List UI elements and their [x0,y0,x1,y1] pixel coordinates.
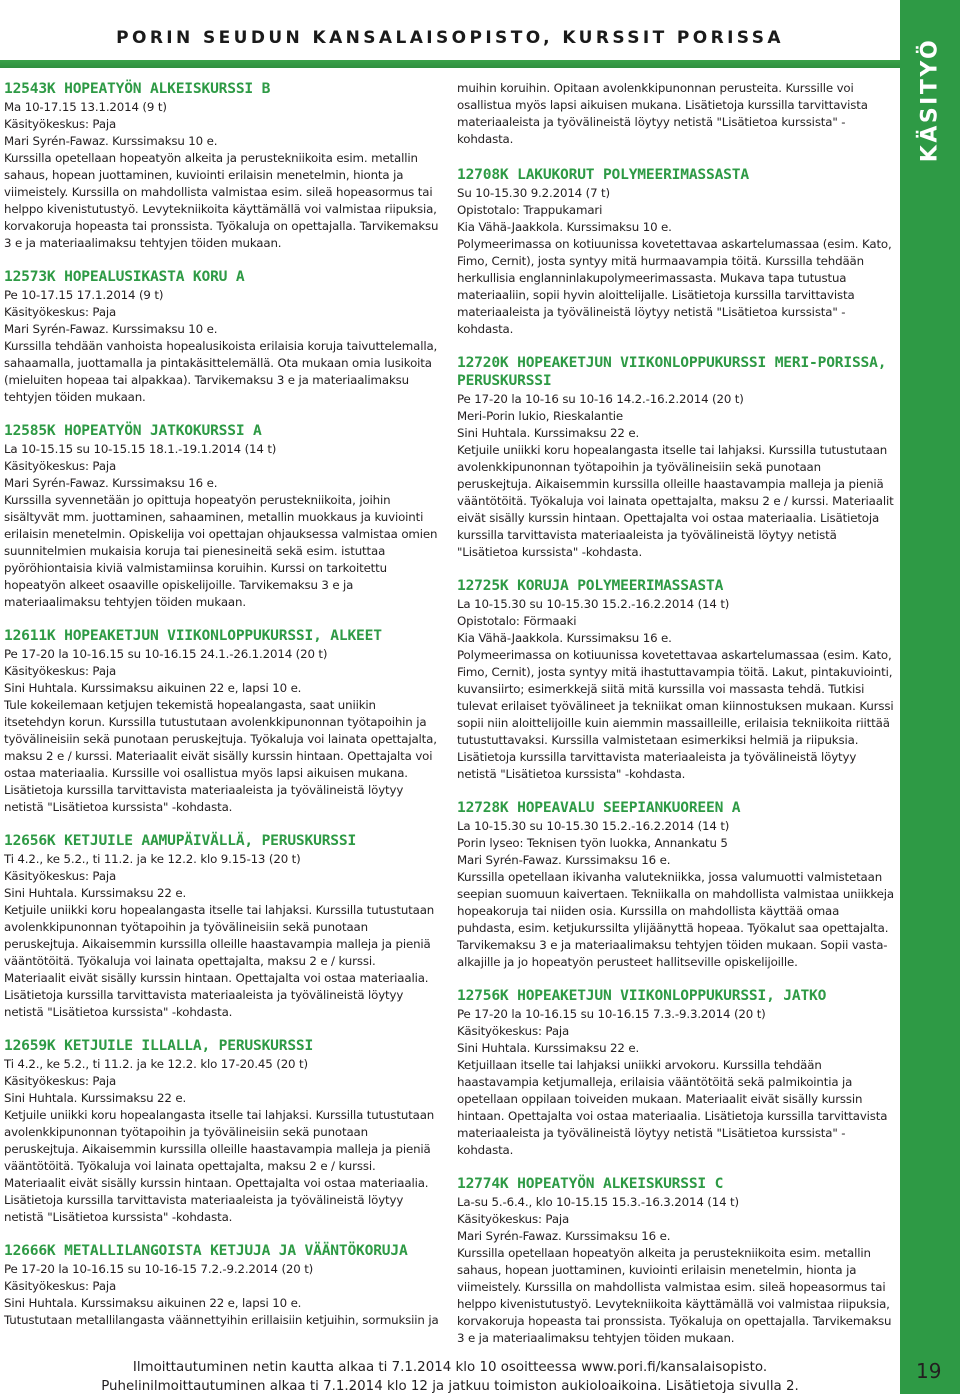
course-location: Käsityökeskus: Paja [4,664,117,678]
footer [0,1358,900,1394]
course-schedule: Pe 17-20 la 10-16.15 su 10-16.15 7.3.-9.3.2014 (20 t) [457,1007,766,1021]
course-title: 12611K HOPEAKETJUN VIIKONLOPPUKURSSI, ALKEET [4,627,382,644]
course-teacher-fee: Mari Syrén-Fawaz. Kurssimaksu 16 e. [457,853,671,867]
course-description: Ketjuile uniikki koru hopealangasta itselle tai lahjaksi. Kurssilla tutustutaan avolenkkipunonnan työtapoihin ja työvälineisiin sekä punotaan peruskejtuja. Aikaisemmin kurssilla olleille haastavampia malleja ja pieniä vääntötöitä. Työkaluja voi lainata opettajalta, maksu 2 e / kurssi. Materiaalit eivät sisälly kurssin hintaan. Opettajalta voi ostaa materiaalia. Lisätietoja kurssilla tarvittavista materiaaleista ja työvälineistä löytyy netistä "Lisätietoa kurssista" -kohdasta. [457,443,894,559]
section-side-tab [900,0,960,1394]
section-side-tab-label: KÄSITYÖ [917,37,943,163]
course-title: 12666K METALLILANGOISTA KETJUJA JA VÄÄNTÖKORUJA [4,1242,408,1259]
course-description: Ketjuile uniikki koru hopealangasta itselle tai lahjaksi. Kurssilla tutustutaan avolenkkipunonnan työtapoihin ja työvälineisiin sekä punotaan peruskejtuja. Aikaisemmin kurssilla olleille haastavampia malleja ja pieniä vääntötöitä. Työkaluja voi lainata opettajalta, maksu 2 e / kurssi. Materiaalit eivät sisälly kurssin hintaan. Opettajalta voi ostaa materiaalia. Lisätietoja kurssilla tarvittavista materiaaleista ja työvälineistä löytyy netistä "Lisätietoa kurssista" -kohdasta. [4,903,435,1019]
course-location: Käsityökeskus: Paja [4,1074,117,1088]
course-title: 12708K LAKUKORUT POLYMEERIMASSASTA [457,166,749,183]
page-header-title: PORIN SEUDUN KANSALAISOPISTO, KURSSIT PORISSA [116,28,784,48]
course-location: Opistotalo: Förmaaki [457,614,577,628]
course-title: 12659K KETJUILE ILLALLA, PERUSKURSSI [4,1037,314,1054]
course-entry [457,577,894,783]
course-location: Käsityökeskus: Paja [4,1279,117,1293]
course-entry [4,422,440,611]
course-schedule: Pe 10-17.15 17.1.2014 (9 t) [4,288,164,302]
course-title: 12725K KORUJA POLYMEERIMASSASTA [457,577,724,594]
course-description: Kurssilla opetellaan hopeatyön alkeita ja perustekniikoita esim. metallin sahaus, hopean juottaminen, kuviointi erilaisin menetelmin, hionta ja viimeistely. Kurssilla on mahdollista valmistaa esim. sileä hopeasormus tai helppo kivenistutustyö. Levytekniikoita käyttämällä voi valmistaa riipuksia, korvakoruja hopeasta tai pronssista. Työkaluja on opettajalla. Tarvikemaksu 3 e ja materiaalimaksu tehtyjen töiden mukaan. [4,151,439,250]
course-entry [4,1037,440,1226]
course-title: 12720K HOPEAKETJUN VIIKONLOPPUKURSSI MERI-PORISSA, PERUSKURSSI [457,354,887,389]
course-teacher-fee: Mari Syrén-Fawaz. Kurssimaksu 10 e. [4,134,218,148]
course-schedule: Ma 10-17.15 13.1.2014 (9 t) [4,100,167,114]
course-teacher-fee: Sini Huhtala. Kurssimaksu 22 e. [457,1041,640,1055]
continued-description: muihin koruihin. Opitaan avolenkkipunonnan perusteita. Kurssille voi osallistua myös lapsi aikuisen mukana. Lisätietoja kurssilla tarvittavista materiaaleista ja työvälineistä löytyy netistä "Lisätietoa kurssista" -kohdasta. [457,81,868,146]
course-schedule: La 10-15.30 su 10-15.30 15.2.-16.2.2014 (14 t) [457,819,730,833]
course-location: Porin lyseo: Teknisen työn luokka, Annankatu 5 [457,836,728,850]
course-schedule: Ti 4.2., ke 5.2., ti 11.2. ja ke 12.2. klo 9.15-13 (20 t) [4,852,301,866]
course-schedule: Ti 4.2., ke 5.2., ti 11.2. ja ke 12.2. klo 17-20.45 (20 t) [4,1057,308,1071]
course-schedule: La-su 5.-6.4., klo 10-15.15 15.3.-16.3.2014 (14 t) [457,1195,739,1209]
course-teacher-fee: Mari Syrén-Fawaz. Kurssimaksu 16 e. [4,476,218,490]
course-entry [4,80,440,252]
course-location: Käsityökeskus: Paja [4,459,117,473]
course-schedule: Pe 17-20 la 10-16.15 su 10-16-15 7.2.-9.2.2014 (20 t) [4,1262,314,1276]
course-title: 12573K HOPEALUSIKASTA KORU A [4,268,245,285]
course-location: Käsityökeskus: Paja [4,117,117,131]
course-description: Tule kokeilemaan ketjujen tekemistä hopealangasta, saat uniikin itsetehdyn korun. Kurssilla tutustutaan avolenkkipunonnan työtapoihin ja työvälineisiin sekä punotaan peruskejtuja. Työkaluja voi lainata opettajalta, maksu 2 e / kurssi. Materiaalit eivät sisälly kurssin hintaan. Opettajalta voi ostaa materiaalia. Kurssille voi osallistua myös lapsi aikuisen mukana. Lisätietoja kurssilla tarvittavista materiaaleista ja työvälineistä löytyy netistä "Lisätietoa kurssista" -kohdasta. [4,698,437,814]
course-description: Kurssilla opetellaan hopeatyön alkeita ja perustekniikoita esim. metallin sahaus, hopean juottaminen, kuviointi erilaisin menetelmin, hionta ja viimeistely. Kurssilla on mahdollista valmistaa esim. sileä hopeasormus tai helppo kivenistutustyö. Levytekniikoita käyttämällä voi valmistaa riipuksia, korvakoruja hopeasta tai pronssista. Työkaluja on opettajalla. Tarvikemaksu 3 e ja materiaalimaksu tehtyjen töiden mukaan. [457,1246,892,1345]
course-entry [457,354,894,561]
course-description: Polymeerimassa on kotiuunissa kovetettavaa askartelumassaa (esim. Kato, Fimo, Cernit), josta syntyy mitä hurmaavampia töitä. Kurssilla tehdään herkullisia englanninlakupolymeerimassasta. Mukava tapa tutustua materiaaliin, sopii hyvin aloittelijalle. Lisätietoja kurssilla tarvittavista materiaaleista ja työvälineistä löytyy netistä "Lisätietoa kurssista" -kohdasta. [457,237,892,336]
right-column [457,80,894,1363]
course-teacher-fee: Sini Huhtala. Kurssimaksu 22 e. [4,1091,187,1105]
course-title: 12585K HOPEATYÖN JATKOKURSSI A [4,422,262,439]
course-title: 12756K HOPEAKETJUN VIIKONLOPPUKURSSI, JATKO [457,987,827,1004]
course-entry [457,1175,894,1347]
header-rule [0,60,900,68]
course-location: Käsityökeskus: Paja [457,1024,570,1038]
course-entry [4,832,440,1021]
course-location: Käsityökeskus: Paja [4,869,117,883]
left-column [4,80,440,1345]
course-title: 12543K HOPEATYÖN ALKEISKURSSI B [4,80,271,97]
course-description: Kurssilla opetellaan ikivanha valutekniikka, jossa valumuotti valmistetaan seepian suomuun kaivertaen. Tekniikalla on mahdollista valmistaa uniikkeja hopeakoruja tai niiden osia. Kurssilla on mahdollista käyttää omaa puhdasta, esim. ketjukurssilta ylijäänyttä hopeaa. Työkalut saa opettajalta. Tarvikemaksu 3 e ja materiaalimaksu tehtyjen töiden mukaan. Sopii vasta-alkajille ja jo hopeatyön perusteet hallitseville opiskelijoille. [457,870,894,969]
course-teacher-fee: Sini Huhtala. Kurssimaksu aikuinen 22 e, lapsi 10 e. [4,681,302,695]
course-entry [457,166,894,338]
course-teacher-fee: Sini Huhtala. Kurssimaksu 22 e. [4,886,187,900]
course-title: 12728K HOPEAVALU SEEPIANKUOREEN A [457,799,741,816]
course-description: Ketjuillaan itselle tai lahjaksi uniikki arvokoru. Kurssilla tehdään haastavampia ketjumalleja, erilaisia vääntötöitä sekä palmikointia ja opetellaan oppilaan toiveiden mukaan. Materiaalit eivät sisälly kurssin hintaan. Opettajalta voi ostaa materiaalia. Lisätietoja kurssilla tarvittavista materiaaleista ja työvälineistä löytyy netistä "Lisätietoa kurssista" -kohdasta. [457,1058,888,1157]
course-teacher-fee: Sini Huhtala. Kurssimaksu 22 e. [457,426,640,440]
course-schedule: Pe 17-20 la 10-16.15 su 10-16.15 24.1.-26.1.2014 (20 t) [4,647,328,661]
course-schedule: Su 10-15.30 9.2.2014 (7 t) [457,186,610,200]
course-schedule: La 10-15.15 su 10-15.15 18.1.-19.1.2014 (14 t) [4,442,277,456]
course-description: Kurssilla tehdään vanhoista hopealusikoista erilaisia koruja taivuttelemalla, sahaamalla, juottamalla ja pintakäsittelemällä. Ota mukaan omia lusikoita (mieluiten hopeaa tai alpakkaa). Tarvikemaksu 3 e ja materiaalimaksu tehtyjen töiden mukaan. [4,339,438,404]
course-schedule: La 10-15.30 su 10-15.30 15.2.-16.2.2014 (14 t) [457,597,730,611]
course-entry [4,1242,440,1329]
course-schedule: Pe 17-20 la 10-16 su 10-16 14.2.-16.2.2014 (20 t) [457,392,744,406]
course-entry [457,799,894,971]
course-entry [4,627,440,816]
course-location: Käsityökeskus: Paja [457,1212,570,1226]
course-entry [4,268,440,406]
course-teacher-fee: Kia Vähä-Jaakkola. Kurssimaksu 10 e. [457,220,672,234]
footer-registration-online: Ilmoittautuminen netin kautta alkaa ti 7.1.2014 klo 10 osoitteessa www.pori.fi/kansalaisopisto. [132,1360,768,1375]
course-description: Tutustutaan metallilangasta väännettyihin erillaisiin ketjuihin, sormuksiin ja [4,1313,439,1327]
course-teacher-fee: Sini Huhtala. Kurssimaksu aikuinen 22 e, lapsi 10 e. [4,1296,302,1310]
course-location: Meri-Porin lukio, Rieskalantie [457,409,624,423]
course-location: Opistotalo: Trappukamari [457,203,603,217]
footer-registration-phone: Puhelinilmoittautuminen alkaa ti 7.1.2014 klo 12 ja jatkuu toimiston aukioloaikoina. Lisätietoja sivulla 2. [101,1379,799,1394]
page-number: 19 [916,1359,942,1383]
course-teacher-fee: Mari Syrén-Fawaz. Kurssimaksu 16 e. [457,1229,671,1243]
course-entry [457,987,894,1159]
course-location: Käsityökeskus: Paja [4,305,117,319]
course-description: Kurssilla syvennetään jo opittuja hopeatyön perustekniikoita, joihin sisältyvät mm. juottaminen, sahaaminen, metallin muokkaus ja kuviointi erilaisin menetelmin. Opiskelija voi opettajan ohjauksessa valmistaa omien suunnitelmien mukaisia koruja tai pienesineitä sekä esim. istuttaa pyöröhiontaisia kiviä valmistamiinsa koruihin. Kurssi on tarkoitettu hopeatyön alkeet osaaville opiskelijoille. Tarvikemaksu 3 e ja materiaalimaksu tehtyjen töiden mukaan. [4,493,438,609]
course-teacher-fee: Mari Syrén-Fawaz. Kurssimaksu 10 e. [4,322,218,336]
course-description: Polymeerimassa on kotiuunissa kovetettavaa askartelumassaa (esim. Kato, Fimo, Cernit), josta syntyy mitä ihastuttavampia töitä. Lakut, pintakuviointi, kuvansiirto; esimerkkejä siitä mitä kurssilla voi massasta tehdä. Tutkisi tulevat erilaiset työvälineet ja tekniikat oman kiinnostuksen mukaan. Kurssi sopii niin aloittelijoille kuin aiemmin massailleille, erilaisia tekniikoita riittää tutustuttavaksi. Kurssilla valmistetaan esimerkiksi helmiä ja riipuksia. Lisätietoja kurssilla tarvittavista materiaaleista ja työvälineistä löytyy netistä "Lisätietoa kurssista" -kohdasta. [457,648,894,781]
course-description: Ketjuile uniikki koru hopealangasta itselle tai lahjaksi. Kurssilla tutustutaan avolenkkipunonnan työtapoihin ja työvälineisiin sekä punotaan peruskejtuja. Aikaisemmin kurssilla olleille haastavampia malleja ja pieniä vääntötöitä. Työkaluja voi lainata opettajalta, maksu 2 e / kurssi. Materiaalit eivät sisälly kurssin hintaan. Opettajalta voi ostaa materiaalia. Lisätietoja kurssilla tarvittavista materiaaleista ja työvälineistä löytyy netistä "Lisätietoa kurssista" -kohdasta. [4,1108,435,1224]
course-teacher-fee: Kia Vähä-Jaakkola. Kurssimaksu 16 e. [457,631,672,645]
course-title: 12774K HOPEATYÖN ALKEISKURSSI C [457,1175,724,1192]
course-title: 12656K KETJUILE AAMUPÄIVÄLLÄ, PERUSKURSSI [4,832,357,849]
